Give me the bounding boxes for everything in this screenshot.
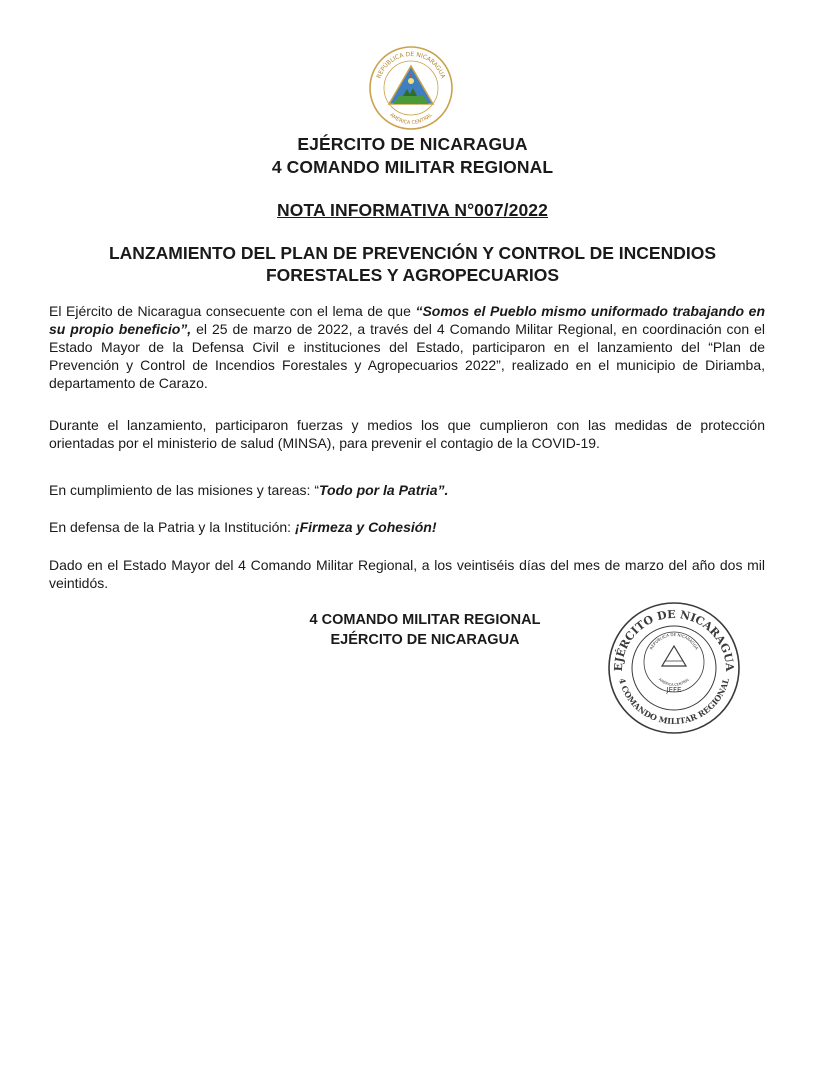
svg-text:EJÉRCITO DE NICARAGUA <box>612 608 736 672</box>
stamp-center-text: JEFE <box>666 686 682 694</box>
paragraph-3-motto: Todo por la Patria”. <box>319 482 449 498</box>
svg-text:AMÉRICA CENTRAL <box>388 112 434 126</box>
paragraph-4-prefix: En defensa de la Patria y la Institución: <box>49 519 295 535</box>
paragraph-1-body: el 25 de marzo de 2022, a través del 4 Comando Militar Regional, en coordinación con el Estado Mayor de la Defensa Civil e instituciones del Estado, participaron en el lanzamiento del “Plan de Prevención y Control de Incendios Forestales y Agropecuarios 2022”, realizado en el municipio de Diriamba, departamento de Carazo. <box>49 321 765 391</box>
emblem-top-text: REPÚBLICA DE NICARAGUA <box>375 50 447 80</box>
stamp-outer-top-text: EJÉRCITO DE NICARAGUA <box>611 607 737 672</box>
paragraph-4-motto: ¡Firmeza y Cohesión! <box>294 519 437 535</box>
paragraph-4 <box>49 518 765 536</box>
signature-army: EJÉRCITO DE NICARAGUA <box>330 632 520 648</box>
header-command-name: 4 COMANDO MILITAR REGIONAL <box>271 157 554 177</box>
header-army-name: EJÉRCITO DE NICARAGUA <box>297 134 528 154</box>
paragraph-2: Durante el lanzamiento, participaron fuerzas y medios los que cumplieron con las medidas de protección orientadas por el ministerio de salud (MINSA), para prevenir el contagio de la COVID-19. <box>49 417 765 451</box>
note-title: NOTA INFORMATIVA N°007/2022 <box>277 200 548 220</box>
paragraph-3 <box>49 481 765 499</box>
nicaragua-coat-of-arms <box>367 44 455 132</box>
official-stamp <box>606 600 742 736</box>
stamp-outer-bottom-text: 4 COMANDO MILITAR REGIONAL <box>617 677 731 727</box>
paragraph-3-prefix: En cumplimiento de las misiones y tareas: “ <box>49 482 319 498</box>
paragraph-1-intro: El Ejército de Nicaragua consecuente con el lema de que <box>49 303 416 319</box>
paragraph-1 <box>49 302 765 392</box>
stamp-inner-bottom-text: AMÉRICA CENTRAL <box>657 677 691 688</box>
emblem-bottom-text: AMÉRICA CENTRAL <box>388 112 434 127</box>
stamp-inner-top-text: REPÚBLICA DE NICARAGUA <box>648 631 700 651</box>
paragraph-1-motto: “Somos el Pueblo mismo uniformado trabajando en su propio beneficio”, <box>49 303 765 337</box>
signature-command: 4 COMANDO MILITAR REGIONAL <box>309 612 541 628</box>
main-title: LANZAMIENTO DEL PLAN DE PREVENCIÓN Y CONTROL DE INCENDIOS FORESTALES Y AGROPECUARIOS <box>108 243 717 285</box>
paragraph-5: Dado en el Estado Mayor del 4 Comando Militar Regional, a los veintiséis días del mes de marzo del año dos mil veintidós. <box>49 557 765 591</box>
svg-text:REPÚBLICA DE NICARAGUA <box>649 632 700 651</box>
